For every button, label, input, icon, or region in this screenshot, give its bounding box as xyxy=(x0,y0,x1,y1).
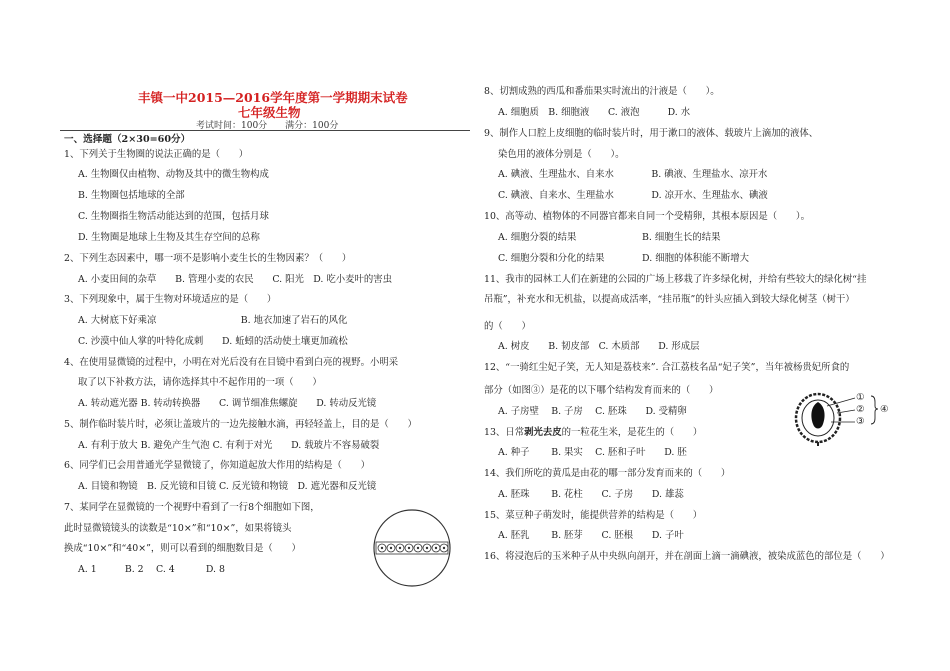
question-11-cont: 吊瓶”，补充水和无机盐，以提高成活率，“挂吊瓶”的针头应插入到较大绿化树茎（树干） xyxy=(484,294,855,305)
option: C. 碘液、自来水、生理盐水 D. 凉开水、生理盐水、碘液 xyxy=(498,190,768,201)
figure-label-1: ① xyxy=(856,392,865,403)
question-1: 1、下列关于生物圈的说法正确的是（ ） xyxy=(64,149,249,160)
option: A. 胚乳 B. 胚芽 C. 胚根 D. 子叶 xyxy=(498,530,684,541)
question-13-number: 13、 xyxy=(484,427,506,438)
option: A. 子房壁 B. 子房 C. 胚珠 D. 受精卵 xyxy=(498,406,687,417)
option: B. 生物圈包括地球的全部 xyxy=(78,190,185,201)
section-heading: 一、选择题（2×30=60分） xyxy=(64,134,191,145)
question-13-rest: 的一粒花生米，是花生的（ ） xyxy=(561,427,703,438)
question-15: 15、菜豆种子萌发时，能提供营养的结构是（ ） xyxy=(484,510,703,521)
question-6: 6、同学们已会用普通光学显微镜了，你知道起放大作用的结构是（ ） xyxy=(64,460,370,471)
figure-label-4: ④ xyxy=(880,404,889,415)
question-4: 4、在使用显微镜的过程中，小明在对光后没有在目镜中看到白亮的视野。小明采 xyxy=(64,357,399,368)
figure-label-2: ② xyxy=(856,404,865,415)
option: A. 碘液、生理盐水、自来水 B. 碘液、生理盐水、凉开水 xyxy=(498,169,768,180)
question-13-prefix: 日常 xyxy=(505,427,525,438)
question-5: 5、制作临时装片时，必须让盖玻片的一边先接触水滴，再轻轻盖上，目的是（ ） xyxy=(64,419,417,430)
option: A. 种子 B. 果实 C. 胚和子叶 D. 胚 xyxy=(498,447,687,458)
option: C. 沙漠中仙人掌的叶特化成刺 D. 蚯蚓的活动使土壤更加疏松 xyxy=(78,336,348,347)
option: A. 小麦田间的杂草 B. 管理小麦的农民 C. 阳光 D. 吃小麦叶的害虫 xyxy=(78,274,393,285)
question-3: 3、下列现象中，属于生物对环境适应的是（ ） xyxy=(64,294,277,305)
option: C. 生物圈指生物活动能达到的范围，包括月球 xyxy=(78,211,269,222)
option: A. 树皮 B. 韧皮部 C. 木质部 D. 形成层 xyxy=(498,341,700,352)
question-13 xyxy=(484,427,702,439)
question-4-cont: 取了以下补救方法，请你选择其中不起作用的一项（ ） xyxy=(78,377,322,388)
question-13-bold: 剥光去皮 xyxy=(524,427,562,438)
option: A. 生物圈仅由植物、动物及其中的微生物构成 xyxy=(78,169,269,180)
option: C. 细胞分裂和分化的结果 D. 细胞的体积能不断增大 xyxy=(498,253,749,264)
question-11-cont: 的（ ） xyxy=(484,321,531,332)
question-10: 10、高等动、植物体的不同器官都来自同一个受精卵，其根本原因是（ ）。 xyxy=(484,211,810,222)
microscope-field-figure xyxy=(372,508,452,588)
page-title: 丰镇一中2015—2016学年度第一学期期末试卷 xyxy=(138,90,408,105)
litchi-figure xyxy=(793,388,893,448)
question-12: 12、“一骑红尘妃子笑，无人知是荔枝来”. 合江荔枝名品“妃子笑”，当年被杨贵妃所食的 xyxy=(484,362,850,373)
question-8: 8、切割成熟的西瓜和番茄果实时流出的汁液是（ ）。 xyxy=(484,86,720,97)
question-16: 16、将浸泡后的玉米种子从中央纵向剖开，并在剖面上滴一滴碘液，被染成蓝色的部位是（ ） xyxy=(484,551,890,562)
option: A. 大树底下好乘凉 B. 地衣加速了岩石的风化 xyxy=(78,315,348,326)
option: A. 转动遮光器 B. 转动转换器 C. 调节细准焦螺旋 D. 转动反光镜 xyxy=(78,398,377,409)
question-11: 11、我市的园林工人们在新建的公园的广场上移栽了许多绿化树，并给有些较大的绿化树“挂 xyxy=(484,274,867,285)
question-12-cont: 部分（如图③）是花的以下哪个结构发育而来的（ ） xyxy=(484,385,719,396)
option: D. 生物圈是地球上生物及其生存空间的总称 xyxy=(78,232,260,243)
page-subtitle: 七年级生物 xyxy=(238,105,301,120)
option: A. 细胞质 B. 细胞液 C. 液泡 D. 水 xyxy=(498,107,691,118)
option: A. 1 B. 2 C. 4 D. 8 xyxy=(78,564,225,575)
question-9: 9、制作人口腔上皮细胞的临时装片时，用于漱口的液体、载玻片上滴加的液体、 xyxy=(484,128,819,139)
exam-info: 考试时间：100分 满分：100分 xyxy=(196,121,339,131)
question-7: 7、某同学在显微镜的一个视野中看到了一行8个细胞如下图， xyxy=(64,502,320,513)
option: A. 有利于放大 B. 避免产生气泡 C. 有利于对光 D. 载玻片不容易破裂 xyxy=(78,440,380,451)
option: A. 目镜和物镜 B. 反光镜和目镜 C. 反光镜和物镜 D. 遮光器和反光镜 xyxy=(78,481,377,492)
question-7-cont: 换成“10×”和“40×”，则可以看到的细胞数目是（ ） xyxy=(64,543,301,554)
question-7-cont: 此时显微镜镜头的读数是“10×”和“10×”，如果将镜头 xyxy=(64,523,292,534)
question-2: 2、下列生态因素中，哪一项不是影响小麦生长的生物因素？（ ） xyxy=(64,253,352,264)
figure-label-3: ③ xyxy=(856,416,865,427)
question-9-cont: 染色用的液体分别是（ ）。 xyxy=(498,149,625,160)
question-14: 14、我们所吃的黄瓜是由花的哪一部分发育而来的（ ） xyxy=(484,468,731,479)
option: A. 细胞分裂的结果 B. 细胞生长的结果 xyxy=(498,232,721,243)
option: A. 胚珠 B. 花柱 C. 子房 D. 雄蕊 xyxy=(498,489,684,500)
